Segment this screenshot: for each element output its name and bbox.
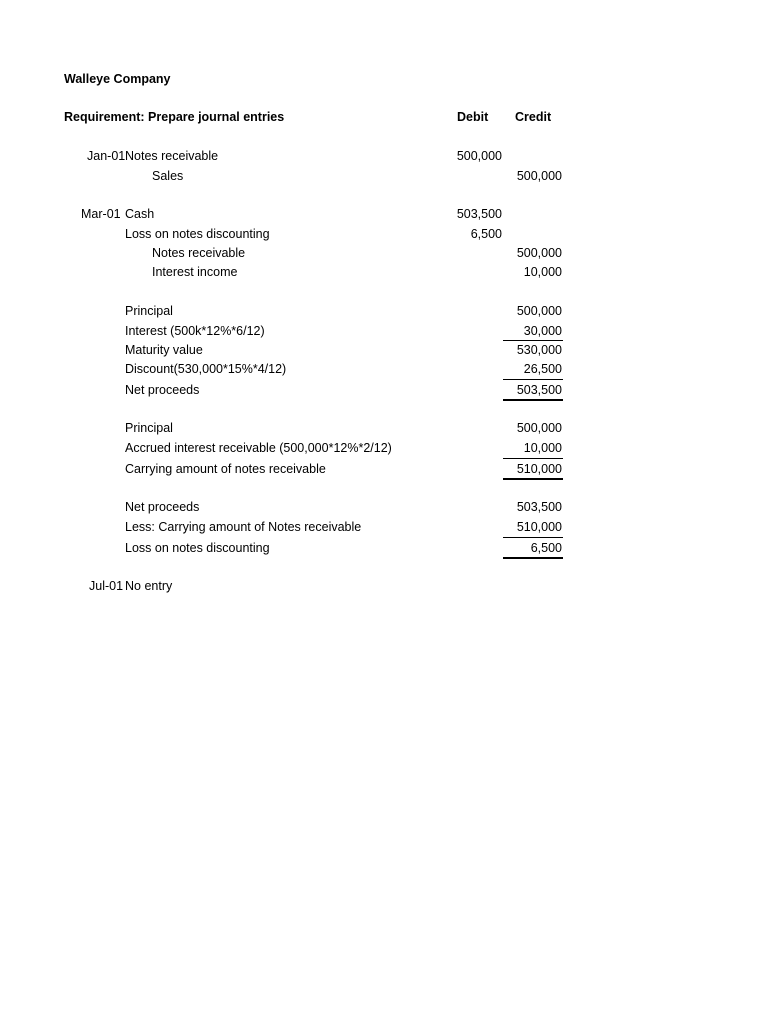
loss-carrying-label: Less: Carrying amount of Notes receivable (125, 520, 362, 534)
loss-net-label: Net proceeds (125, 500, 200, 514)
ca-accrued-underline (503, 458, 563, 459)
np-net-double-underline (503, 399, 563, 401)
jan-debit-account: Notes receivable (125, 149, 219, 163)
mar-line4-credit: 10,000 (523, 265, 562, 279)
loss-total-double-underline (503, 557, 563, 559)
ca-total-value: 510,000 (516, 462, 562, 476)
mar-line3-account: Notes receivable (152, 246, 246, 260)
np-net-value: 503,500 (516, 383, 562, 397)
np-interest-value: 30,000 (523, 324, 562, 338)
requirement-text: Requirement: Prepare journal entries (64, 110, 285, 124)
jan-debit-amount: 500,000 (456, 149, 502, 163)
jan-date: Jan-01 (87, 149, 126, 163)
np-principal-label: Principal (125, 304, 173, 318)
mar-line2-debit: 6,500 (470, 227, 502, 241)
jan-credit-account: Sales (152, 169, 184, 183)
jan-credit-amount: 500,000 (516, 169, 562, 183)
mar-date: Mar-01 (81, 207, 121, 221)
loss-carrying-value: 510,000 (516, 520, 562, 534)
company-name: Walleye Company (64, 72, 171, 86)
np-net-label: Net proceeds (125, 383, 200, 397)
mar-line3-credit: 500,000 (516, 246, 562, 260)
mar-line1-account: Cash (125, 207, 155, 221)
loss-carrying-underline (503, 537, 563, 538)
ca-principal-label: Principal (125, 421, 173, 435)
np-discount-label: Discount(530,000*15%*4/12) (125, 362, 287, 376)
jul-text: No entry (125, 579, 173, 593)
loss-total-value: 6,500 (530, 541, 562, 555)
mar-line4-account: Interest income (152, 265, 238, 279)
loss-total-label: Loss on notes discounting (125, 541, 270, 555)
np-discount-underline (503, 379, 563, 380)
np-maturity-label: Maturity value (125, 343, 203, 357)
credit-header: Credit (515, 110, 552, 124)
ca-total-double-underline (503, 478, 563, 480)
np-interest-underline (503, 340, 563, 341)
ca-accrued-label: Accrued interest receivable (500,000*12%*2/12) (125, 441, 392, 455)
mar-line2-account: Loss on notes discounting (125, 227, 270, 241)
ca-accrued-value: 10,000 (523, 441, 562, 455)
np-principal-value: 500,000 (516, 304, 562, 318)
debit-header: Debit (457, 110, 489, 124)
ca-principal-value: 500,000 (516, 421, 562, 435)
jul-date: Jul-01 (89, 579, 124, 593)
np-discount-value: 26,500 (523, 362, 562, 376)
np-maturity-value: 530,000 (516, 343, 562, 357)
mar-line1-debit: 503,500 (456, 207, 502, 221)
np-interest-label: Interest (500k*12%*6/12) (125, 324, 265, 338)
loss-net-value: 503,500 (516, 500, 562, 514)
ca-total-label: Carrying amount of notes receivable (125, 462, 326, 476)
